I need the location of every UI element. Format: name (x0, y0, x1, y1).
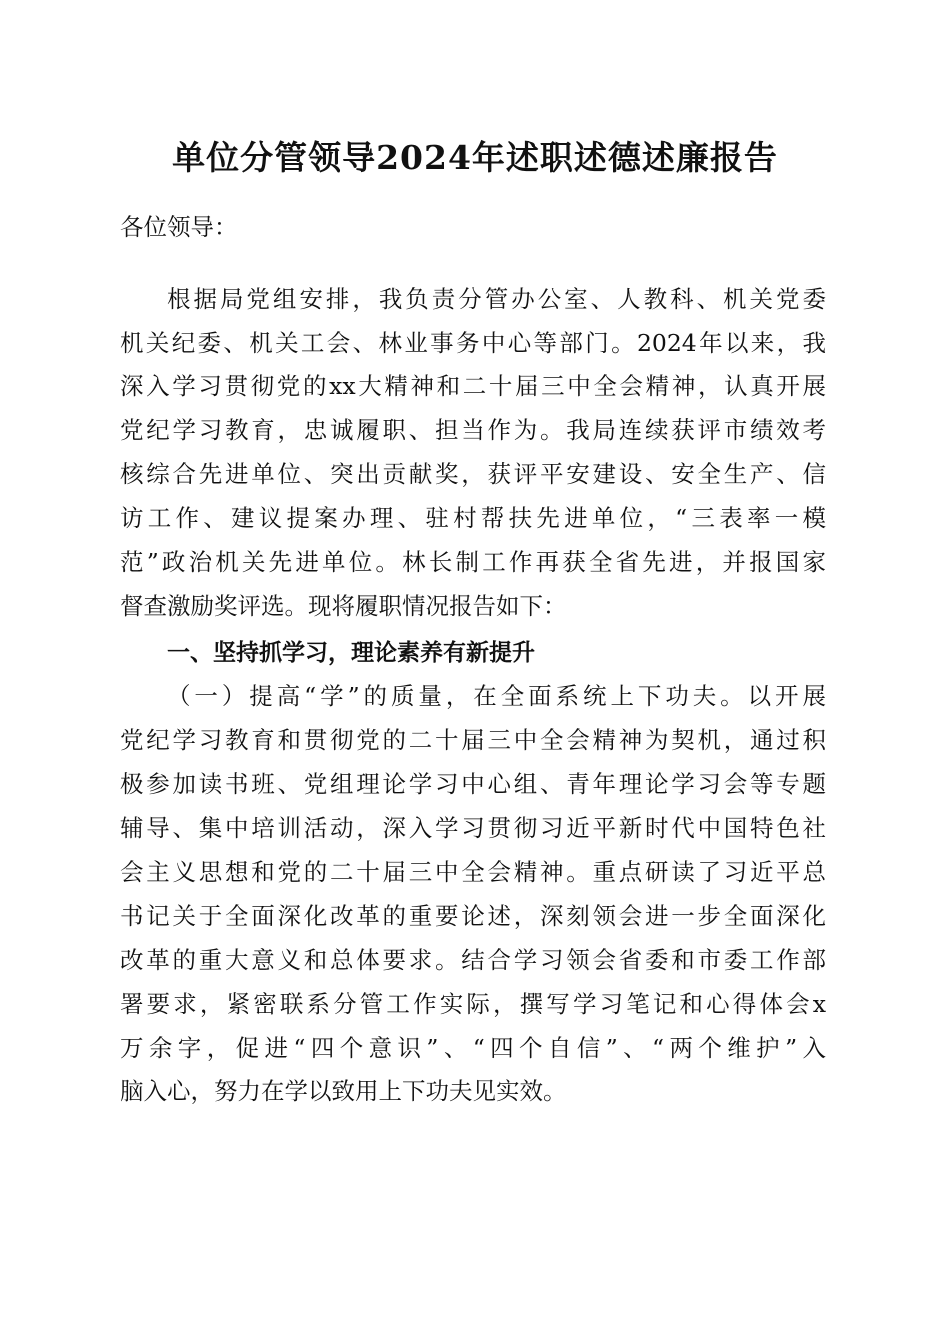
paragraph-line: 脑入心，努力在学以致用上下功夫见实效。 (120, 1077, 567, 1105)
paragraph-line: 万余字，促进“四个意识”、“四个自信”、“两个维护”入 (120, 1034, 826, 1062)
section-heading: 一、坚持抓学习，理论素养有新提升 (167, 640, 535, 666)
paragraph-line: 核综合先进单位、突出贡献奖，获评平安建设、安全生产、信 (120, 460, 826, 488)
paragraph-line: 改革的重大意义和总体要求。结合学习领会省委和市委工作部 (120, 946, 826, 974)
paragraph-line: 党纪学习教育和贯彻党的二十届三中全会精神为契机，通过积 (120, 726, 826, 754)
paragraph-line: 范”政治机关先进单位。林长制工作再获全省先进，并报国家 (120, 548, 826, 576)
paragraph-line: 署要求，紧密联系分管工作实际，撰写学习笔记和心得体会x (120, 990, 826, 1018)
paragraph-line: 督查激励奖评选。现将履职情况报告如下： (120, 592, 567, 620)
paragraph-line: 书记关于全面深化改革的重要论述，深刻领会进一步全面深化 (120, 902, 826, 930)
paragraph-line: 党纪学习教育，忠诚履职、担当作为。我局连续获评市绩效考 (120, 416, 826, 444)
paragraph-line: 深入学习贯彻党的xx大精神和二十届三中全会精神，认真开展 (120, 372, 826, 400)
paragraph-line: 辅导、集中培训活动，深入学习贯彻习近平新时代中国特色社 (120, 814, 826, 842)
paragraph-line: （一）提高“学”的质量，在全面系统上下功夫。以开展 (167, 682, 826, 710)
document-title: 单位分管领导2024年述职述德述廉报告 (172, 138, 778, 177)
paragraph-line: 访工作、建议提案办理、驻村帮扶先进单位，“三表率一模 (120, 504, 826, 532)
paragraph-line: 根据局党组安排，我负责分管办公室、人教科、机关党委 (167, 285, 826, 313)
salutation: 各位领导： (120, 213, 238, 241)
paragraph-line: 机关纪委、机关工会、林业事务中心等部门。2024年以来，我 (120, 329, 826, 357)
paragraph-line: 会主义思想和党的二十届三中全会精神。重点研读了习近平总 (120, 858, 826, 886)
paragraph-line: 极参加读书班、党组理论学习中心组、青年理论学习会等专题 (120, 770, 826, 798)
